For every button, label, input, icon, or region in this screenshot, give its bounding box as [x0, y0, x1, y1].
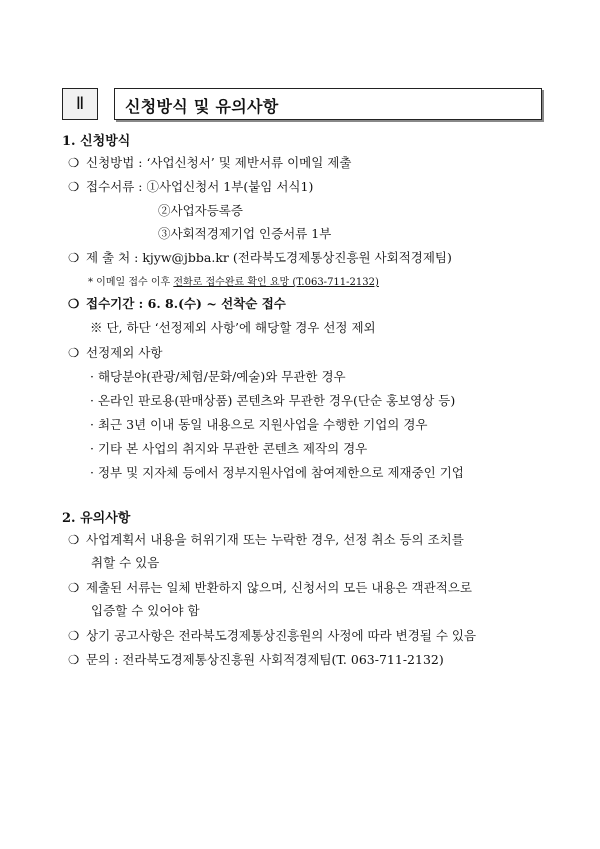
exclude-item: · 기타 본 사업의 취지와 무관한 콘텐츠 제작의 경우	[90, 441, 368, 456]
bullet-circle-icon: ❍	[68, 250, 80, 265]
notice-item	[68, 650, 444, 668]
bullet-circle-icon: ❍	[68, 345, 80, 360]
bullet-circle-icon: ❍	[68, 155, 80, 170]
period-note: ※ 단, 하단 ‘선정제외 사항’에 해당할 경우 선정 제외	[90, 320, 376, 335]
notice-item	[68, 530, 464, 548]
docs-item-2: ②사업자등록증	[158, 203, 243, 218]
submit-line	[68, 248, 452, 266]
submit-note-underlined: 전화로 접수완료 확인 요망 (T.063-711-2132)	[173, 277, 379, 288]
submit-text: 제 출 처 : kjyw@jbba.kr (전라북도경제통상진흥원 사회적경제팀)	[86, 250, 452, 265]
bullet-circle-icon: ❍	[68, 580, 80, 595]
exclude-item: · 해당분야(관광/체험/문화/예술)와 무관한 경우	[90, 369, 346, 384]
docs-item-3: ③사회적경제기업 인증서류 1부	[158, 226, 332, 241]
bullet-circle-icon: ❍	[68, 179, 80, 194]
docs-line	[68, 177, 313, 195]
section-title-box	[114, 88, 542, 120]
notice-text: 사업계획서 내용을 허위기재 또는 누락한 경우, 선정 취소 등의 조치를	[86, 532, 464, 547]
notice-text-cont: 취할 수 있음	[91, 555, 160, 570]
method-line	[68, 153, 351, 171]
submit-note	[88, 273, 379, 288]
section-title: 신청방식 및 유의사항	[125, 97, 279, 116]
docs-text: 접수서류 : ①사업신청서 1부(붙임 서식1)	[86, 179, 314, 194]
method-text: 신청방법 : ‘사업신청서’ 및 제반서류 이메일 제출	[86, 155, 352, 170]
section-number: Ⅱ	[62, 88, 98, 120]
bullet-circle-icon: ❍	[68, 532, 80, 547]
notice-item	[68, 578, 472, 596]
exclude-title: 선정제외 사항	[86, 345, 163, 360]
exclude-item: · 최근 3년 이내 동일 내용으로 지원사업을 수행한 기업의 경우	[90, 417, 428, 432]
notice-text-cont: 입증할 수 있어야 함	[91, 603, 200, 618]
part2-heading: 2. 유의사항	[62, 511, 131, 526]
period-line	[68, 294, 286, 312]
notice-text: 문의 : 전라북도경제통상진흥원 사회적경제팀(T. 063-711-2132)	[86, 652, 444, 667]
notice-item	[68, 626, 476, 644]
exclude-item: · 온라인 판로용(판매상품) 콘텐츠와 무관한 경우(단순 홍보영상 등)	[90, 393, 456, 408]
submit-note-prefix: * 이메일 접수 이후	[88, 277, 174, 288]
period-text: 접수기간 : 6. 8.(수) ~ 선착순 접수	[86, 296, 286, 311]
exclude-item: · 정부 및 지자체 등에서 정부지원사업에 참여제한으로 제재중인 기업	[90, 465, 464, 480]
bullet-circle-icon: ❍	[68, 628, 80, 643]
notice-text: 상기 공고사항은 전라북도경제통상진흥원의 사정에 따라 변경될 수 있음	[86, 628, 477, 643]
exclude-title-line	[68, 343, 162, 361]
bullet-circle-icon: ❍	[68, 296, 80, 311]
bullet-circle-icon: ❍	[68, 652, 80, 667]
notice-text: 제출된 서류는 일체 반환하지 않으며, 신청서의 모든 내용은 객관적으로	[86, 580, 472, 595]
section-header	[62, 86, 542, 122]
part1-heading: 1. 신청방식	[62, 134, 131, 149]
